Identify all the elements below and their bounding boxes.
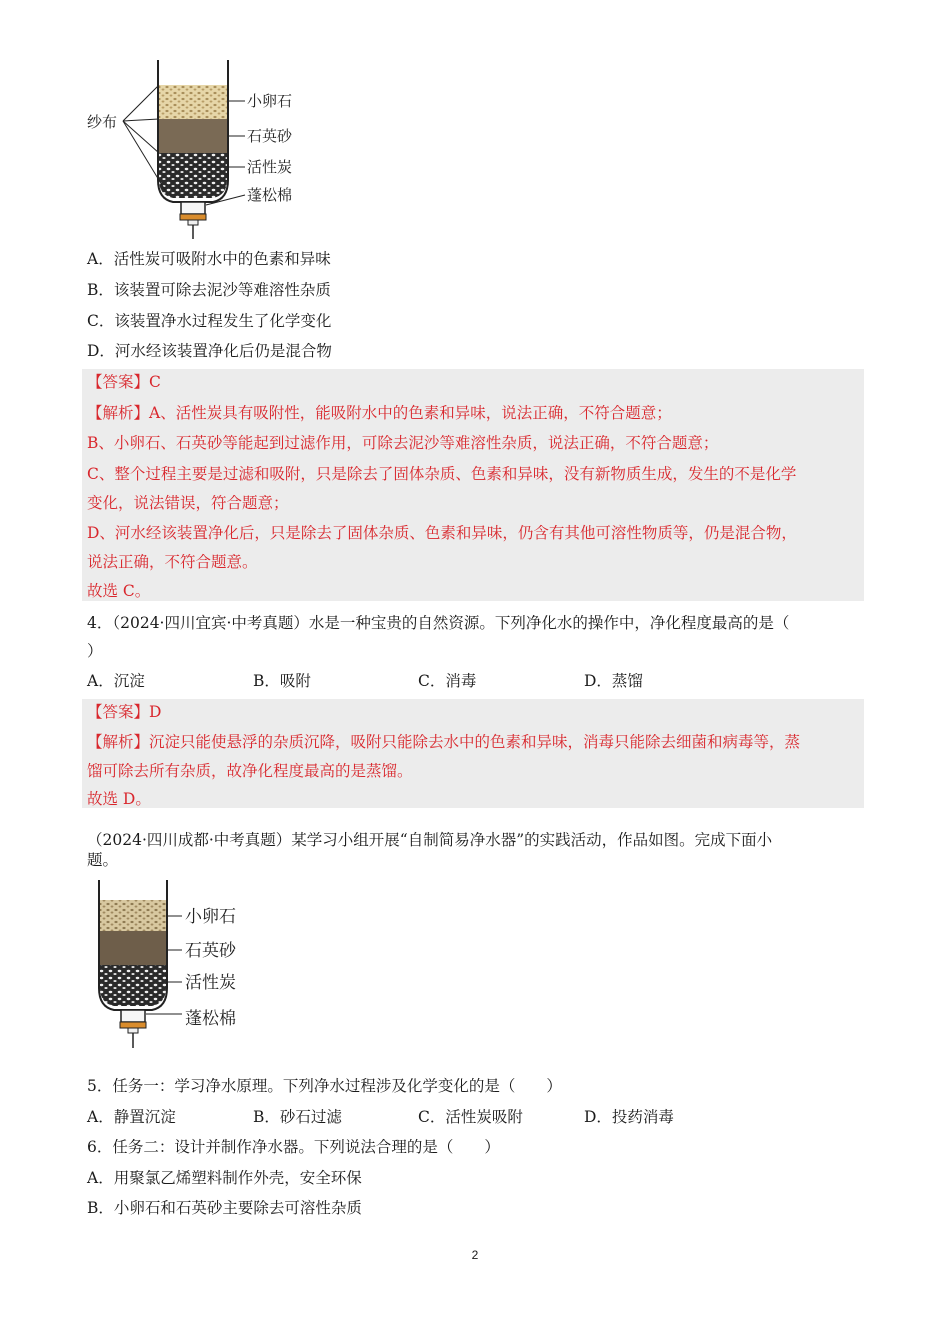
q3-option-d: D．河水经该装置净化后仍是混合物: [87, 342, 332, 360]
q3-analysis-tag: 【解析】: [87, 404, 150, 422]
q5-stem: 5．任务一：学习净水原理。下列净水过程涉及化学变化的是（ ）: [87, 1077, 562, 1095]
pebble-label: 小卵石: [247, 92, 293, 110]
intro-line-2: 题。: [87, 851, 119, 869]
q4-stem-line-1: 4．（2024·四川宜宾·中考真题）水是一种宝贵的自然资源。下列净化水的操作中，净化程度最高的是（: [87, 614, 790, 632]
activated-carbon-layer: [159, 153, 227, 198]
q3-answer: [87, 371, 161, 393]
quartz-sand-layer: [159, 119, 227, 153]
q4-analysis-tag: 【解析】: [87, 733, 150, 751]
q3-conclusion: 故选 C。: [87, 582, 151, 600]
cotton-label: 蓬松棉: [247, 186, 293, 204]
q3-analysis-line-1: [87, 402, 672, 424]
q5-option-a: A．静置沉淀: [87, 1108, 176, 1126]
q5-option-d: D．投药消毒: [584, 1108, 674, 1126]
activated-carbon-layer: [100, 965, 166, 1006]
quartz-sand-label: 石英砂: [185, 941, 236, 961]
q3-analysis-line-6: 说法正确，不符合题意。: [87, 553, 258, 571]
q6-option-a: A．用聚氯乙烯塑料制作外壳，安全环保: [87, 1169, 362, 1187]
q4-analysis-text-1: 沉淀只能使悬浮的杂质沉降，吸附只能除去水中的色素和异味，消毒只能除去细菌和病毒等，蒸: [149, 733, 801, 751]
quartz-sand-label: 石英砂: [247, 127, 293, 145]
q6-stem: 6．任务二：设计并制作净水器。下列说法合理的是（ ）: [87, 1138, 500, 1156]
q3-analysis-line-3: C、整个过程主要是过滤和吸附，只是除去了固体杂质、色素和异味，没有新物质生成，发生的不是化学: [87, 465, 797, 483]
q4-answer: [87, 701, 161, 723]
pebble-layer: [159, 85, 227, 119]
pebble-layer: [100, 900, 166, 931]
q4-analysis-line-1: [87, 731, 800, 753]
q3-option-c: C．该装置净水过程发生了化学变化: [87, 312, 332, 330]
q5-option-b: B．砂石过滤: [253, 1108, 342, 1126]
cotton-layer: [121, 1010, 145, 1022]
q4-answer-tag: 【答案】: [87, 703, 150, 721]
q6-option-b: B．小卵石和石英砂主要除去可溶性杂质: [87, 1199, 362, 1217]
pebble-label: 小卵石: [185, 907, 236, 927]
q4-analysis-line-2: 馏可除去所有杂质，故净化程度最高的是蒸馏。: [87, 762, 413, 780]
q4-answer-value: D: [149, 703, 162, 721]
q4-answer-block: [82, 699, 864, 808]
q4-conclusion: 故选 D。: [87, 790, 151, 808]
q4-option-d: D．蒸馏: [584, 672, 643, 690]
intro-line-1: （2024·四川成都·中考真题）某学习小组开展“自制简易净水器”的实践活动，作品如图。完成下面小: [87, 831, 773, 849]
q4-option-b: B．吸附: [253, 672, 311, 690]
q3-option-a: A．活性炭可吸附水中的色素和异味: [87, 250, 331, 268]
q3-analysis-line-4: 变化，说法错误，符合题意；: [87, 494, 289, 512]
page-number: 2: [471, 1248, 479, 1262]
q4-stem-line-2: ）: [87, 642, 103, 660]
activated-carbon-label: 活性炭: [185, 973, 236, 993]
q4-option-a: A．沉淀: [87, 672, 145, 690]
water-filter-figure-2: [90, 878, 270, 1053]
q5-option-c: C．活性炭吸附: [418, 1108, 523, 1126]
q3-analysis-line-5: D、河水经该装置净化后，只是除去了固体杂质、色素和异味，仍含有其他可溶性物质等，仍是混合物，: [87, 524, 797, 542]
cotton-label: 蓬松棉: [185, 1009, 236, 1029]
cotton-layer: [181, 202, 205, 214]
gauze-label: 纱布: [87, 113, 118, 131]
q3-answer-value: C: [149, 373, 161, 391]
water-filter-figure-1: [85, 55, 315, 245]
q3-option-b: B．该装置可除去泥沙等难溶性杂质: [87, 281, 331, 299]
q3-analysis-line-2: B、小卵石、石英砂等能起到过滤作用，可除去泥沙等难溶性杂质，说法正确，不符合题意；: [87, 434, 719, 452]
quartz-sand-layer: [100, 931, 166, 965]
q3-answer-tag: 【答案】: [87, 373, 150, 391]
q4-option-c: C．消毒: [418, 672, 477, 690]
q3-analysis-text-1: A、活性炭具有吸附性，能吸附水中的色素和异味，说法正确，不符合题意；: [149, 404, 672, 422]
activated-carbon-label: 活性炭: [247, 158, 293, 176]
